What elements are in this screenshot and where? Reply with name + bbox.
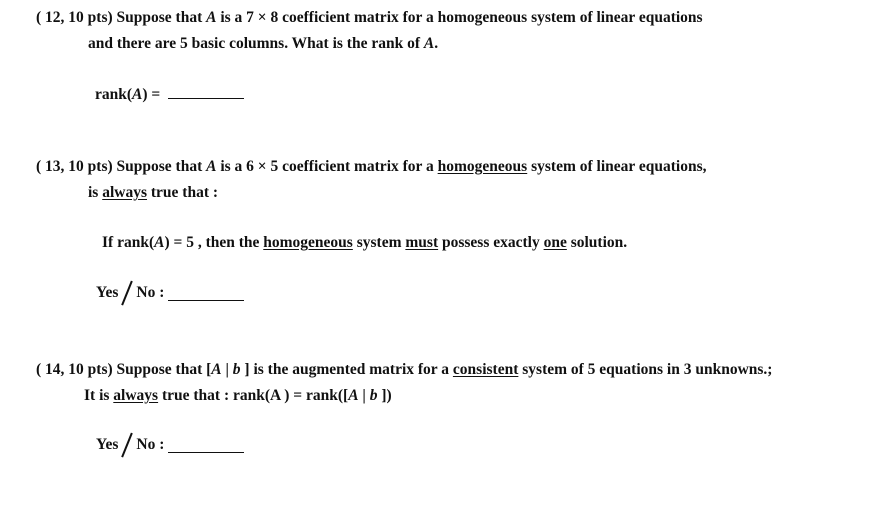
q14-header: ( 14, 10 pts) — [36, 361, 113, 378]
q12-header: ( 12, 10 pts) — [36, 9, 113, 26]
q13-yes-no — [96, 281, 244, 305]
q12-answer-blank[interactable] — [168, 84, 244, 99]
q12-line-1: ( 12, 10 pts) Suppose that A is a 7 × 8 coefficient matrix for a homogeneous system of linear equations — [36, 9, 703, 26]
q13-answer-blank[interactable] — [168, 286, 244, 301]
slash-divider — [121, 281, 133, 305]
q13-header: ( 13, 10 pts) — [36, 158, 113, 175]
q12-line-2: and there are 5 basic columns. What is the rank of A. — [88, 35, 439, 52]
q14-answer-blank[interactable] — [168, 438, 244, 453]
q14-line-1: ( 14, 10 pts) Suppose that [A | b ] is the augmented matrix for a consistent system of 5 equations in 3 unknowns.; — [36, 361, 773, 378]
q12-answer: rank(A) = — [95, 84, 244, 105]
slash-divider — [121, 433, 133, 457]
q14-yes-label: Yes — [96, 436, 119, 453]
q13-line-2: is always true that : — [88, 184, 219, 201]
q13-statement: If rank(A) = 5 , then the homogeneous system must possess exactly one solution. — [102, 234, 628, 251]
q14-line-2: It is always true that : rank(A ) = rank([A | b ]) — [84, 387, 392, 404]
q13-line-1: ( 13, 10 pts) Suppose that A is a 6 × 5 coefficient matrix for a homogeneous system of linear equations, — [36, 158, 707, 175]
q14-yes-no — [96, 433, 244, 457]
q13-no-label: No : — [136, 284, 165, 301]
q14-no-label: No : — [136, 436, 165, 453]
q13-yes-label: Yes — [96, 284, 119, 301]
